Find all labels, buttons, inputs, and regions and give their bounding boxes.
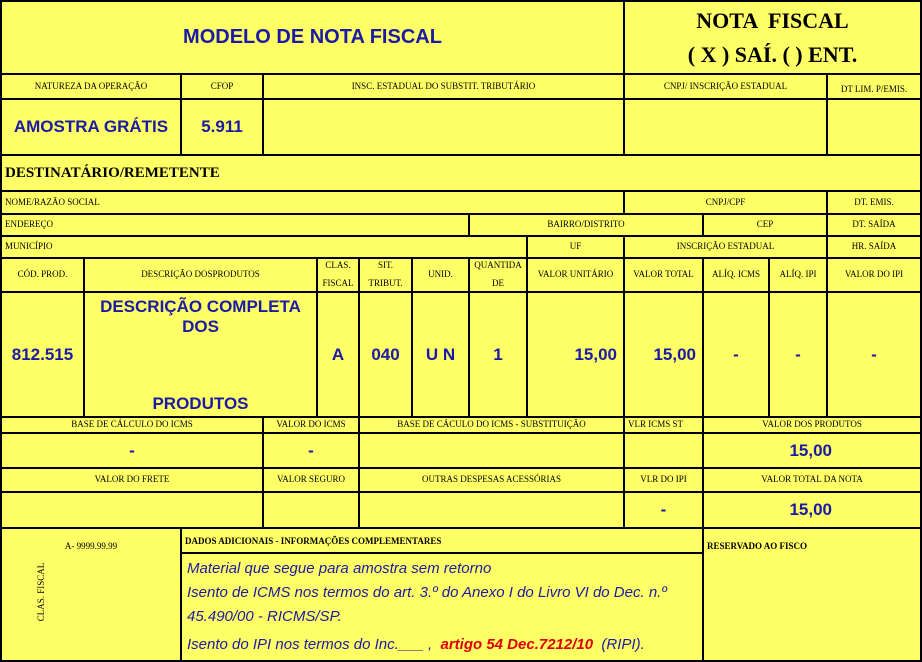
info-line-1: Material que segue para amostra sem retorno <box>187 560 492 577</box>
item-clas: A <box>331 344 345 364</box>
col-header-valor-ipi: VALOR DO IPI <box>826 257 922 293</box>
dados-adicionais-text-cell <box>180 552 704 662</box>
item-sit: 040 <box>371 344 400 364</box>
info-line-4 <box>187 633 645 657</box>
info-line-4-red: artigo 54 Dec.7212/10 <box>440 636 594 653</box>
col-header-unid: UNID. <box>411 257 470 293</box>
dt-lim-value-cell <box>826 98 922 156</box>
valor-frete-value-cell <box>0 491 264 529</box>
bairro-label: BAIRRO/DISTRITO <box>468 213 704 237</box>
valor-icms-value: - <box>308 440 314 460</box>
clas-fiscal-cell <box>0 527 182 662</box>
item-descricao-cell <box>83 291 318 418</box>
dt-lim-label: DT LIM. P/EMIS. <box>826 73 922 100</box>
item-descricao-line2: PRODUTOS <box>152 394 249 413</box>
item-cod: 812.515 <box>11 344 74 364</box>
col-header-sit-line1: SIT. <box>377 260 394 271</box>
base-subst-value-cell <box>358 432 625 469</box>
nf-options: ( X ) SAÍ. ( ) ENT. <box>687 41 858 67</box>
dt-emis-label: DT. EMIS. <box>826 190 922 215</box>
natureza-value-cell <box>0 98 182 156</box>
col-header-aliq-icms: ALÍQ. ICMS <box>702 257 770 293</box>
vlr-ipi-value: - <box>660 500 667 519</box>
col-header-sit-line2: TRIBUT. <box>368 278 403 288</box>
valor-total-nota-value-cell <box>702 491 922 529</box>
uf-label: UF <box>526 235 625 259</box>
insc-estadual-label: INSCRIÇÃO ESTADUAL <box>623 235 828 259</box>
col-header-cod: CÓD. PROD. <box>0 257 85 293</box>
item-sit-cell <box>358 291 413 418</box>
valor-seguro-label: VALOR SEGURO <box>262 467 360 493</box>
natureza-label: NATUREZA DA OPERAÇÃO <box>0 73 182 100</box>
col-header-clas <box>316 257 360 293</box>
natureza-value: AMOSTRA GRÁTIS <box>13 117 169 136</box>
col-header-descricao: DESCRIÇÃO DOSPRODUTOS <box>83 257 318 293</box>
destinatario-title-cell <box>0 154 922 192</box>
col-header-qtd-line1: QUANTIDA <box>474 260 522 271</box>
item-aliq-ipi: - <box>795 344 801 364</box>
item-qtd: 1 <box>493 344 503 364</box>
info-line-2: Isento de ICMS nos termos do art. 3.º do Anexo I do Livro VI do Dec. n.º <box>187 584 667 601</box>
item-valor-ipi: - <box>871 344 877 364</box>
info-line-4-end: (RIPI). <box>593 636 645 653</box>
reservado-fisco-label: RESERVADO AO FISCO <box>707 541 808 551</box>
item-aliq-icms: - <box>733 344 739 364</box>
endereco-label: ENDEREÇO <box>0 213 470 237</box>
item-qtd-cell <box>468 291 528 418</box>
item-valor-unit: 15,00 <box>574 344 617 364</box>
dados-adicionais-label: DADOS ADICIONAIS - INFORMAÇÕES COMPLEMENTARES <box>185 535 442 546</box>
col-header-valor-unit: VALOR UNITÁRIO <box>526 257 625 293</box>
col-header-qtd <box>468 257 528 293</box>
col-header-qtd-line2: DE <box>492 278 504 288</box>
clas-fiscal-label: CLAS. FISCAL <box>36 562 47 622</box>
item-cod-cell <box>0 291 85 418</box>
valor-produtos-value: 15,00 <box>789 440 832 460</box>
item-valor-total-cell <box>623 291 704 418</box>
cfop-value: 5.911 <box>201 117 243 136</box>
outras-despesas-value-cell <box>358 491 625 529</box>
col-header-aliq-ipi: ALÍQ. IPI <box>768 257 828 293</box>
col-header-sit <box>358 257 413 293</box>
municipio-label: MUNICÍPIO <box>0 235 528 259</box>
vlr-ipi-label: VLR DO IPI <box>623 467 704 493</box>
item-aliq-icms-cell <box>702 291 770 418</box>
reservado-fisco-cell <box>702 527 922 662</box>
valor-icms-value-cell <box>262 432 360 469</box>
valor-seguro-value-cell <box>262 491 360 529</box>
base-icms-value: - <box>129 440 135 460</box>
form-title-cell <box>0 0 625 75</box>
cnpj-insc-label: CNPJ/ INSCRIÇÃO ESTADUAL <box>623 73 828 100</box>
clas-code: A- 9999.99.99 <box>64 541 118 551</box>
valor-total-nota-label: VALOR TOTAL DA NOTA <box>702 467 922 493</box>
base-subst-label: BASE DE CÁCULO DO ICMS - SUBSTITUIÇÃO <box>358 416 625 434</box>
cfop-value-cell <box>180 98 264 156</box>
nome-label: NOME/RAZÃO SOCIAL <box>0 190 625 215</box>
cep-label: CEP <box>702 213 828 237</box>
item-unid: U N <box>425 344 456 364</box>
valor-total-nota-value: 15,00 <box>789 500 832 519</box>
item-valor-total: 15,00 <box>653 344 696 364</box>
cnpj-insc-value-cell <box>623 98 828 156</box>
item-valor-unit-cell <box>526 291 625 418</box>
col-header-clas-line1: CLAS. <box>325 260 351 271</box>
dt-saida-label: DT. SAÍDA <box>826 213 922 237</box>
vlr-icms-st-value-cell <box>623 432 704 469</box>
item-unid-cell <box>411 291 470 418</box>
insc-subst-value-cell <box>262 98 625 156</box>
nf-title: NOTA FISCAL <box>696 7 849 33</box>
valor-produtos-value-cell <box>702 432 922 469</box>
info-line-4-start: Isento do IPI nos termos do Inc.___ , <box>187 636 441 653</box>
vlr-ipi-value-cell <box>623 491 704 529</box>
dados-adicionais-header <box>180 527 704 554</box>
outras-despesas-label: OUTRAS DESPESAS ACESSÓRIAS <box>358 467 625 493</box>
hr-saida-label: HR. SAÍDA <box>826 235 922 259</box>
destinatario-title: DESTINATÁRIO/REMETENTE <box>5 164 220 181</box>
item-descricao-line1: DESCRIÇÃO COMPLETA DOS <box>100 297 301 336</box>
base-icms-label: BASE DE CÁLCULO DO ICMS <box>0 416 264 434</box>
cfop-label: CFOP <box>180 73 264 100</box>
valor-icms-label: VALOR DO ICMS <box>262 416 360 434</box>
item-valor-ipi-cell <box>826 291 922 418</box>
item-aliq-ipi-cell <box>768 291 828 418</box>
item-clas-cell <box>316 291 360 418</box>
cnpj-cpf-label: CNPJ/CPF <box>623 190 828 215</box>
base-icms-value-cell <box>0 432 264 469</box>
form-title: MODELO DE NOTA FISCAL <box>183 26 442 48</box>
nf-header-cell <box>623 0 922 75</box>
info-line-3: 45.490/00 - RICMS/SP. <box>187 608 342 625</box>
vlr-icms-st-label: VLR ICMS ST <box>623 416 704 434</box>
valor-produtos-label: VALOR DOS PRODUTOS <box>702 416 922 434</box>
col-header-valor-total: VALOR TOTAL <box>623 257 704 293</box>
insc-subst-label: INSC. ESTADUAL DO SUBSTIT. TRIBUTÁRIO <box>262 73 625 100</box>
valor-frete-label: VALOR DO FRETE <box>0 467 264 493</box>
col-header-clas-line2: FISCAL <box>322 278 354 288</box>
